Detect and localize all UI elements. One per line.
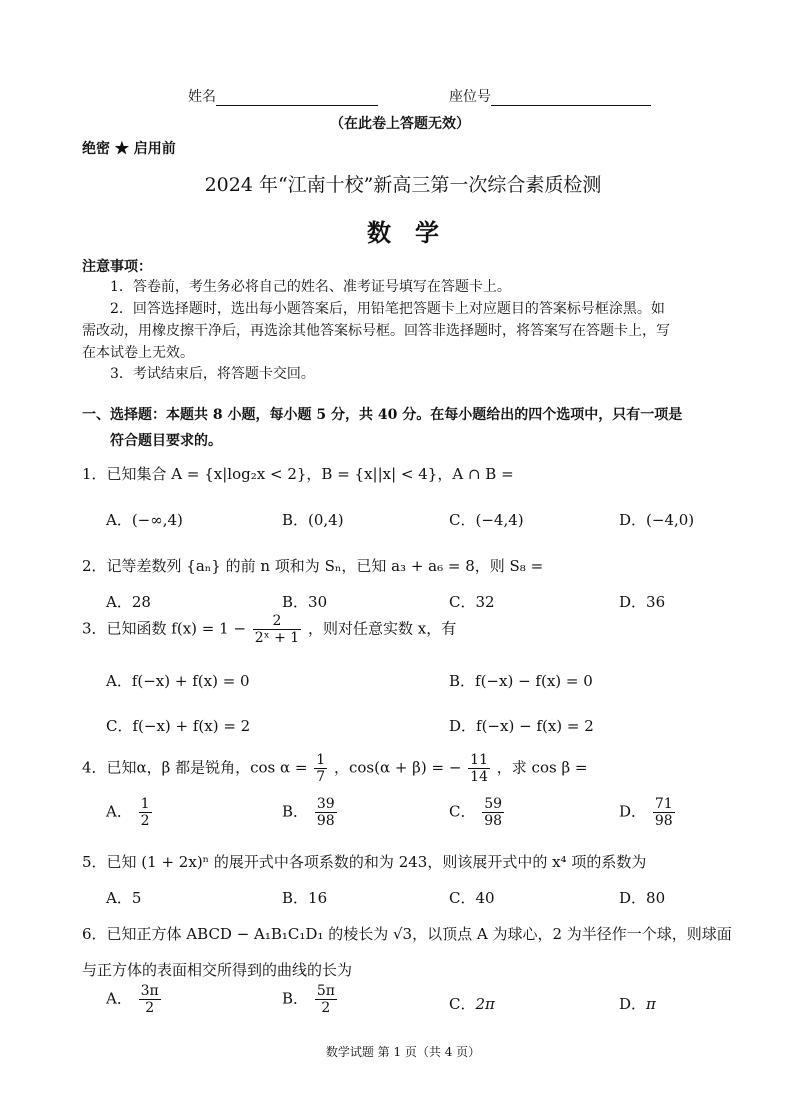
question-6-stem-cont: 与正方体的表面相交所得到的曲线的长为 bbox=[82, 961, 353, 979]
q1-option-a: A．(−∞,4) bbox=[106, 511, 183, 529]
q5-option-d: D．80 bbox=[619, 889, 666, 907]
q4-option-a bbox=[106, 796, 154, 829]
seat-field bbox=[449, 86, 651, 106]
question-2-stem: 2．记等差数列 {aₙ} 的前 n 项和为 Sₙ，已知 a₃ + a₆ = 8，则 S₈ = bbox=[82, 557, 544, 575]
q2-option-d: D．36 bbox=[619, 593, 666, 611]
q6-option-a bbox=[106, 983, 163, 1016]
q6-option-d bbox=[619, 993, 656, 1014]
q4-option-d bbox=[619, 796, 677, 829]
q6-option-b bbox=[282, 983, 339, 1016]
q1-option-d: D．(−4,0) bbox=[619, 511, 695, 529]
q4-fraction-2 bbox=[468, 752, 490, 785]
q6-option-a-fraction bbox=[139, 983, 161, 1016]
q3-frac-num: 2 bbox=[253, 613, 301, 630]
section-heading-cont: 符合题目要求的。 bbox=[110, 433, 222, 449]
q5-option-b: B．16 bbox=[282, 889, 328, 907]
q3-frac-den: 2ˣ + 1 bbox=[254, 630, 300, 647]
q3-stem-suffix: ，则对任意实数 x，有 bbox=[307, 619, 457, 638]
q4-stem-c: ，求 cos β = bbox=[496, 758, 588, 777]
frac-num: 1 bbox=[140, 796, 150, 812]
q3-option-c: C．f(−x) + f(x) = 2 bbox=[106, 717, 251, 735]
frac-den: 98 bbox=[316, 813, 335, 830]
q6-option-d-value: π bbox=[646, 995, 656, 1013]
frac-num: 5π bbox=[316, 983, 335, 999]
q5-option-c: C．40 bbox=[449, 889, 495, 907]
q4-frac1-den: 7 bbox=[316, 769, 326, 786]
q4-option-c bbox=[449, 796, 506, 829]
page-footer: 数学试题 第 1 页（共 4 页） bbox=[325, 1045, 481, 1059]
q4-option-d-label: D． bbox=[619, 802, 647, 821]
q6-option-b-label: B． bbox=[282, 989, 309, 1008]
notice-item: 需改动，用橡皮擦干净后，再选涂其他答案标号框。回答非选择题时，将答案写在答题卡上，写 bbox=[82, 323, 670, 339]
seat-label: 座位号 bbox=[449, 89, 491, 105]
q1-option-b: B．(0,4) bbox=[282, 511, 344, 529]
notice-item: 2．回答选择题时，选出每小题答案后，用铅笔把答题卡上对应题目的答案标号框涂黑。如 bbox=[110, 301, 665, 317]
notice-item: 1．答卷前，考生务必将自己的姓名、准考证号填写在答题卡上。 bbox=[110, 279, 511, 295]
q4-option-c-fraction bbox=[482, 796, 504, 829]
q5-option-a: A．5 bbox=[106, 889, 142, 907]
q4-option-b-fraction bbox=[315, 796, 337, 829]
notice-title: 注意事项： bbox=[82, 259, 152, 275]
q6-option-a-label: A． bbox=[106, 989, 132, 1008]
notice-item: 在本试卷上无效。 bbox=[82, 345, 194, 361]
q3-option-d: D．f(−x) − f(x) = 2 bbox=[449, 717, 594, 735]
q6-option-c-value: 2π bbox=[475, 995, 495, 1013]
seat-underline bbox=[491, 89, 651, 106]
exam-title: 2024 年“江南十校”新高三第一次综合素质检测 bbox=[204, 174, 602, 196]
notice-item: 3．考试结束后，将答题卡交回。 bbox=[110, 366, 315, 382]
q6-option-b-fraction bbox=[315, 983, 337, 1016]
subject-title: 数 学 bbox=[367, 218, 439, 247]
secret-mark: 绝密 ★ 启用前 bbox=[82, 141, 176, 157]
q1-option-c: C．(−4,4) bbox=[449, 511, 524, 529]
frac-den: 2 bbox=[145, 1000, 155, 1017]
name-label: 姓名 bbox=[188, 89, 216, 105]
frac-num: 71 bbox=[654, 796, 673, 812]
q6-option-c-label: C． bbox=[449, 995, 476, 1013]
q3-option-b: B．f(−x) − f(x) = 0 bbox=[449, 672, 593, 690]
name-field bbox=[188, 86, 378, 106]
q2-option-c: C．32 bbox=[449, 593, 495, 611]
q4-option-a-fraction bbox=[139, 796, 152, 829]
section-heading: 一、选择题：本题共 8 小题，每小题 5 分，共 40 分。在每小题给出的四个选项中，只有一项是 bbox=[82, 407, 683, 423]
question-5-stem: 5．已知 (1 + 2x)ⁿ 的展开式中各项系数的和为 243，则该展开式中的 x⁴ 项的系数为 bbox=[82, 853, 647, 871]
name-underline bbox=[216, 89, 378, 106]
frac-den: 98 bbox=[484, 813, 503, 830]
q2-option-a: A．28 bbox=[106, 593, 151, 611]
q4-option-a-label: A． bbox=[106, 802, 132, 821]
q4-frac1-num: 1 bbox=[316, 752, 326, 768]
q6-option-d-label: D． bbox=[619, 995, 647, 1013]
q4-option-c-label: C． bbox=[449, 802, 476, 821]
question-1-stem: 1．已知集合 A = {x|log₂x < 2}，B = {x||x| < 4}，A ∩ B = bbox=[82, 465, 514, 483]
q4-frac2-num: 11 bbox=[470, 752, 488, 768]
q4-frac2-den: 14 bbox=[470, 769, 488, 786]
question-4-stem bbox=[82, 752, 587, 785]
frac-num: 39 bbox=[316, 796, 335, 812]
q4-stem-b: ，cos(α + β) = − bbox=[333, 758, 462, 777]
question-6-stem: 6．已知正方体 ABCD − A₁B₁C₁D₁ 的棱长为 √3，以顶点 A 为球心，2 为半径作一个球，则球面 bbox=[82, 925, 732, 943]
frac-num: 3π bbox=[140, 983, 159, 999]
frac-den: 2 bbox=[140, 813, 150, 830]
q4-fraction-1 bbox=[314, 752, 327, 785]
q2-option-b: B．30 bbox=[282, 593, 328, 611]
frac-den: 98 bbox=[654, 813, 673, 830]
q4-stem-a: 4．已知α，β 都是锐角，cos α = bbox=[82, 758, 308, 777]
q4-option-b-label: B． bbox=[282, 802, 309, 821]
q3-option-a: A．f(−x) + f(x) = 0 bbox=[106, 672, 250, 690]
q6-option-c bbox=[449, 993, 495, 1014]
q3-stem-prefix: 3．已知函数 f(x) = 1 − bbox=[82, 619, 247, 638]
q4-option-b bbox=[282, 796, 339, 829]
frac-num: 59 bbox=[484, 796, 503, 812]
question-3-stem bbox=[82, 613, 456, 646]
q3-fraction bbox=[253, 613, 301, 646]
invalid-note: （在此卷上答题无效） bbox=[330, 116, 470, 132]
frac-den: 2 bbox=[321, 1000, 331, 1017]
q4-option-d-fraction bbox=[653, 796, 675, 829]
